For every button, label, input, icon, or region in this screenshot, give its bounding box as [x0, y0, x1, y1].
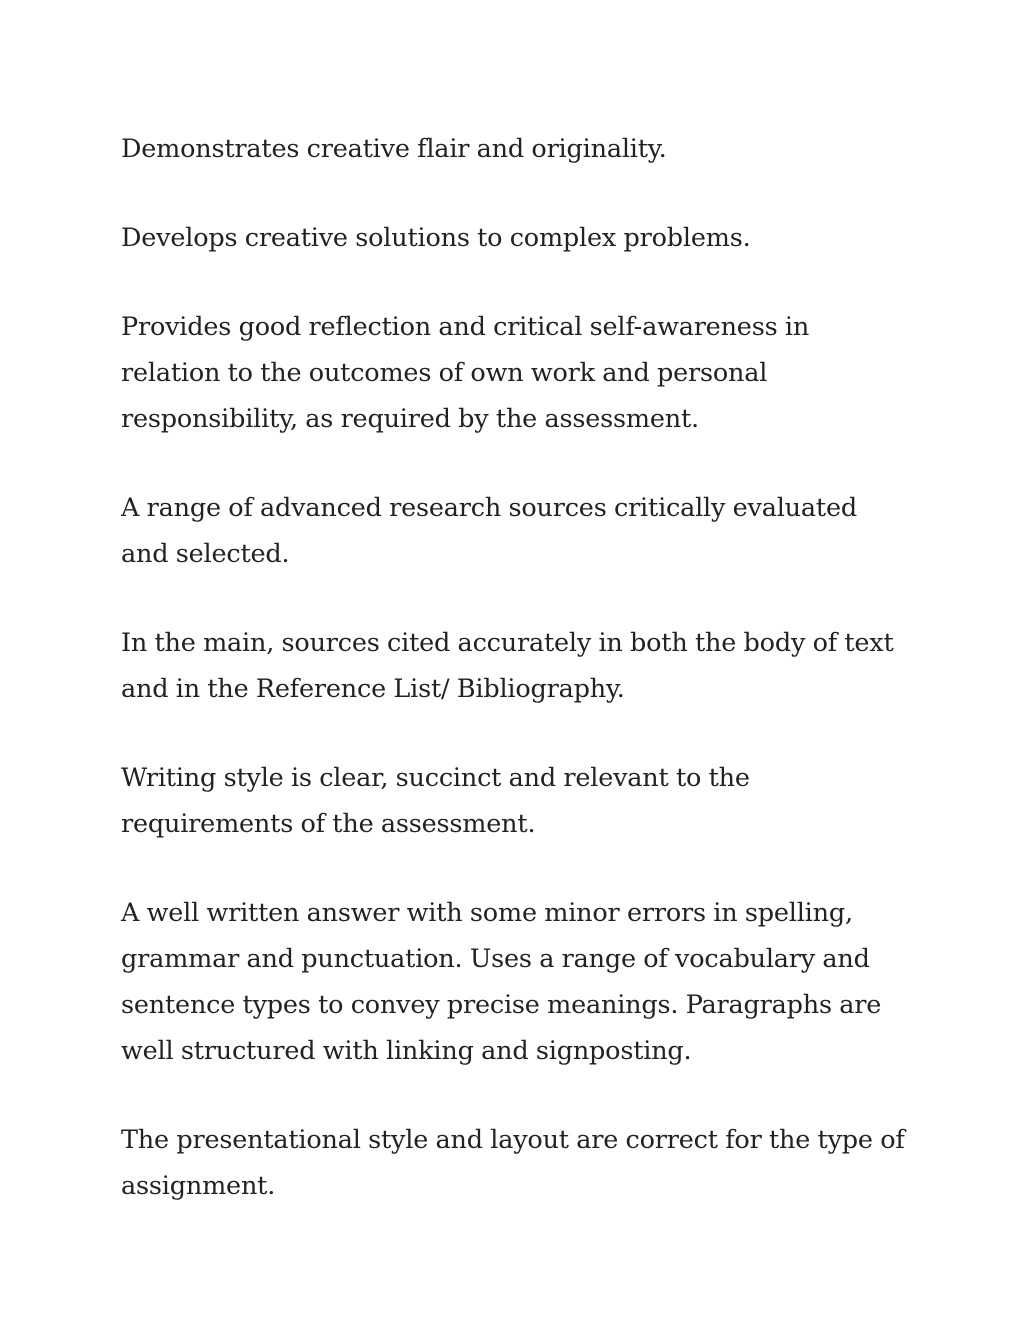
paragraph-written-answer: A well written answer with some minor errors in spelling, grammar and punctuation. Uses a range of vocabulary and sentence types to convey precise meanings. Paragraphs are well structured with linking and signposting.: [121, 898, 882, 1066]
document-body: [121, 126, 911, 1252]
paragraph-presentation: The presentational style and layout are correct for the type of assignment.: [121, 1125, 905, 1201]
paragraph-citations: In the main, sources cited accurately in both the body of text and in the Reference List/ Bibliography.: [121, 628, 894, 704]
paragraph-research-sources: A range of advanced research sources critically evaluated and selected.: [121, 493, 857, 569]
paragraph-reflection: Provides good reflection and critical self-awareness in relation to the outcomes of own work and personal responsibility, as required by the assessment.: [121, 312, 810, 434]
paragraph-writing-style: Writing style is clear, succinct and relevant to the requirements of the assessment.: [121, 763, 750, 839]
paragraph-creative-flair: Demonstrates creative flair and originality.: [121, 134, 667, 164]
paragraph-creative-solutions: Develops creative solutions to complex problems.: [121, 223, 751, 253]
